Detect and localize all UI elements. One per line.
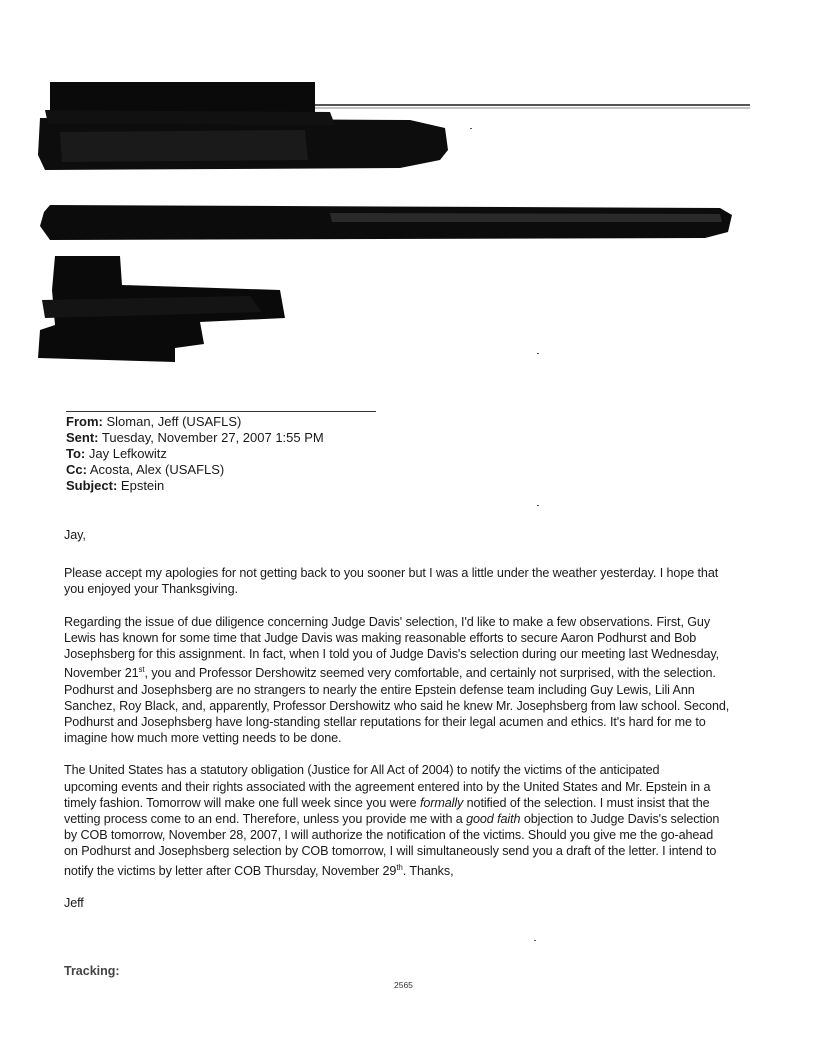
text-run: notify the victims by letter after COB Thursday, November 29 [64, 863, 397, 878]
text-run: November 21 [64, 666, 139, 681]
superscript: st [138, 665, 145, 675]
cc-value: Acosta, Alex (USAFLS) [89, 462, 225, 477]
emphasis: formally [419, 795, 464, 810]
emphasis: good faith [466, 812, 521, 827]
sent-label: Sent: [66, 430, 99, 445]
text-run: vetting process come to an end. Therefore, unless you provide me with a [64, 812, 467, 827]
redaction-block-1 [50, 82, 315, 114]
cc-row [66, 462, 324, 478]
paragraph-line: Regarding the issue of due diligence concerning Judge Davis' selection, I'd like to make a few observations. First, Guy [64, 614, 711, 629]
paragraph-line: upcoming events and their rights associated with the agreement entered into by the United States and Mr. Epstein in a [64, 779, 711, 794]
paragraph-line: imagine how much more vetting needs to be done. [64, 731, 342, 746]
paragraph-2 [64, 614, 754, 747]
from-row [66, 414, 324, 430]
text-run: notified of the selection. I must insist that the [463, 795, 710, 810]
cc-label: Cc: [66, 462, 87, 477]
paragraph-line: by COB tomorrow, November 28, 2007, I will authorize the notification of the victims. Should you give me the go-ahead [64, 828, 714, 843]
redaction-area [0, 0, 816, 380]
scan-speck [470, 128, 472, 129]
paragraph-line: The United States has a statutory obligation (Justice for All Act of 2004) to notify the victims of the anticipated [64, 763, 660, 778]
paragraph-3 [64, 762, 754, 879]
paragraph-line [64, 860, 754, 879]
to-label: To: [66, 446, 86, 461]
scan-speck [537, 505, 539, 506]
paragraph-1 [64, 565, 754, 597]
scan-speck [534, 940, 536, 941]
paragraph-line: Josephsberg for this assignment. In fact, when I told you of Judge Davis's selection during our meeting last Wednesday, [64, 647, 720, 662]
paragraph-line: on Podhurst and Josephsberg selection by COB tomorrow, I will simultaneously send you a draft of the letter. I intend to [64, 844, 717, 859]
superscript: th [396, 862, 403, 872]
text-run: objection to Judge Davis's selection [520, 812, 720, 827]
paragraph-line [64, 795, 754, 811]
to-row [66, 446, 324, 462]
paragraph-line: you enjoyed your Thanksgiving. [64, 582, 238, 597]
text-run: . Thanks, [402, 863, 454, 878]
paragraph-line: Sanchez, Roy Black, and, apparently, Professor Dershowitz who said he knew Mr. Josephsberg from law school. Second, [64, 698, 730, 713]
signoff: Jeff [64, 896, 84, 911]
to-value: Jay Lefkowitz [88, 446, 167, 461]
greeting: Jay, [64, 528, 86, 542]
paragraph-line: Please accept my apologies for not getting back to you sooner but I was a little under the weather yesterday. I hope that [64, 566, 719, 581]
tracking-label: Tracking: [64, 964, 120, 978]
subject-row [66, 478, 324, 494]
sent-row [66, 430, 324, 446]
paragraph-line: Podhurst and Josephsberg are no strangers to nearly the entire Epstein defense team including Guy Lewis, Lili Ann [64, 682, 695, 697]
paragraph-line [64, 811, 754, 827]
scan-speck [537, 353, 539, 354]
email-body [64, 527, 754, 927]
paragraph-line: Podhurst and Josephsberg have long-standing stellar reputations for their legal acumen and ethics. It's hard for me to [64, 715, 706, 730]
email-header [66, 414, 324, 494]
from-label: From: [66, 414, 103, 429]
paragraph-line [64, 662, 754, 681]
subject-value: Epstein [120, 478, 165, 493]
redaction-block-3 [40, 205, 732, 240]
from-value: Sloman, Jeff (USAFLS) [106, 414, 242, 429]
paragraph-line: Lewis has known for some time that Judge Davis was making reasonable efforts to secure Aaron Podhurst and Bob [64, 630, 697, 645]
header-rule [66, 411, 376, 412]
page-number: 2565 [394, 980, 413, 990]
text-run: , you and Professor Dershowitz seemed very comfortable, and certainly not surprised, with the selection. [144, 666, 716, 681]
subject-label: Subject: [66, 478, 118, 493]
text-run: timely fashion. Tomorrow will make one full week since you were [64, 795, 420, 810]
sent-value: Tuesday, November 27, 2007 1:55 PM [101, 430, 324, 445]
